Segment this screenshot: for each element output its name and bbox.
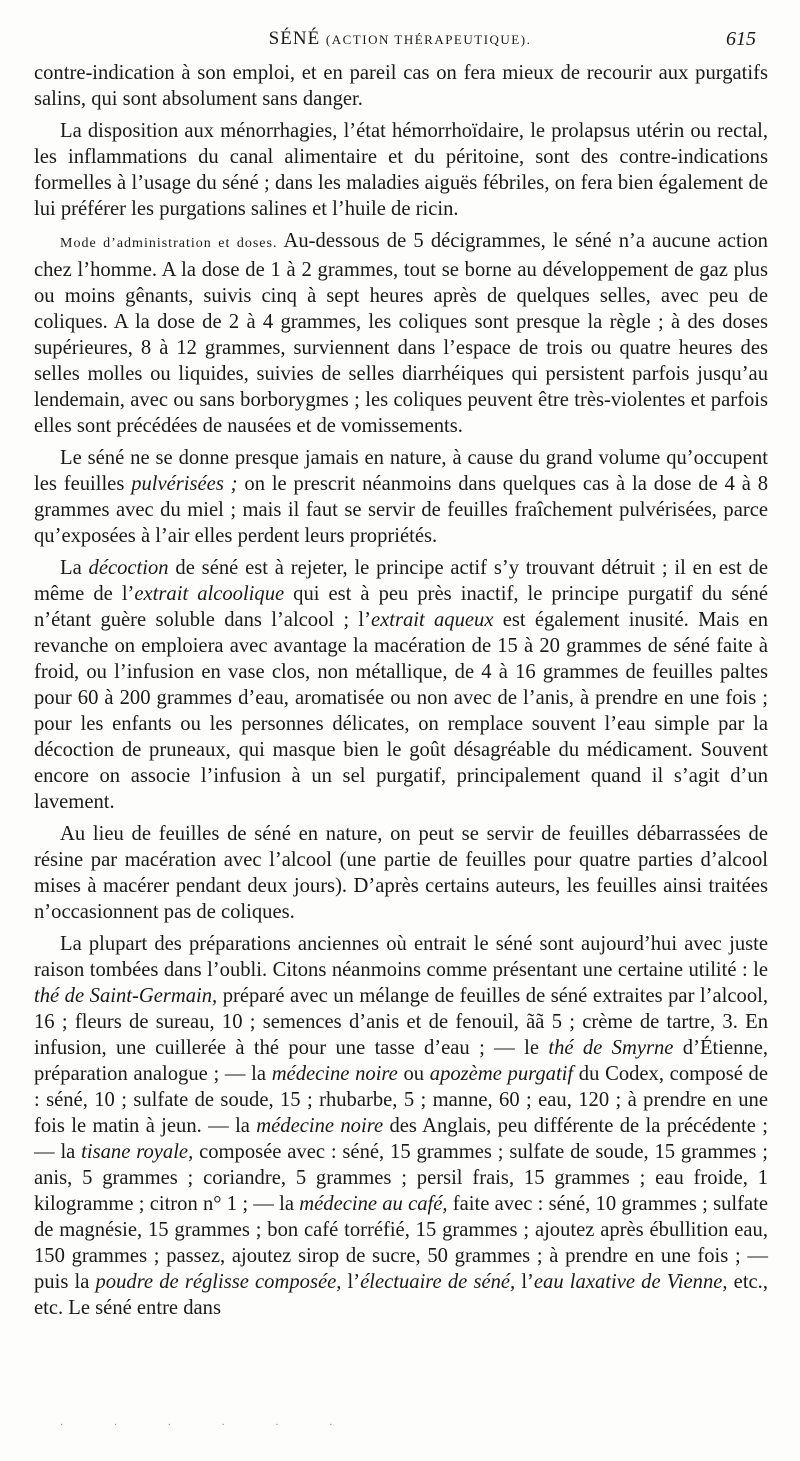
paragraph: contre-indication à son emploi, et en pareil cas on fera mieux de recourir aux purgatifs salins, qui sont absolument sans danger. [34, 62, 768, 110]
paragraph: La plupart des préparations anciennes où entrait le séné sont aujourd’hui avec juste raison tombées dans l’oubli. Citons néanmoins comme présentant une certaine utilité : le thé de Saint-Germain, préparé avec un mélange de feuilles de séné extraites par l’alcool, 16 ; fleurs de sureau, 10 ; semences d’anis et de fenouil, ãã 5 ; crème de tartre, 3. En infusion, une cuillerée à thé pour une tasse d’eau ; — le thé de Smyrne d’Étienne, préparation analogue ; — la médecine noire ou apozème purgatif du Codex, composé de : séné, 10 ; sulfate de soude, 15 ; rhubarbe, 5 ; manne, 60 ; eau, 120 ; à prendre en une fois le matin à jeun. — la médecine noire des Anglais, peu différente de la précédente ; — la tisane royale, composée avec : séné, 15 grammes ; sulfate de soude, 15 grammes ; anis, 5 grammes ; coriandre, 5 grammes ; persil frais, 15 grammes ; eau froide, 1 kilogramme ; citron n° 1 ; — la médecine au café, faite avec : séné, 10 grammes ; sulfate de magnésie, 15 grammes ; bon café torréfié, 15 grammes ; ajoutez après ébullition eau, 150 grammes ; passez, ajoutez sirop de sucre, 50 grammes ; à prendre en une fois ; — puis la poudre de réglisse composée, l’électuaire de séné, l’eau laxative de Vienne, etc., etc. Le séné entre dans [34, 933, 769, 1319]
page-number: 615 [726, 28, 756, 50]
running-title-sub: (ACTION THÉRAPEUTIQUE). [325, 32, 532, 47]
print-specks: · · · · · · [60, 1420, 357, 1431]
paragraph: Mode d’administration et doses. Au-dessous de 5 décigrammes, le séné n’a aucune action chez l’homme. A la dose de 1 à 2 grammes, tout se borne au développement de gaz plus ou moins gênants, suivis cinq à sept heures après de quelques selles, avec peu de coliques. A la dose de 2 à 4 grammes, les coliques sont presque la règle ; à des doses supérieures, 8 à 12 grammes, surviennent dans l’espace de trois ou quatre heures des selles molles ou liquides, suivies de selles diarrhéiques qui persistent parfois jusqu’au lendemain, avec ou sans borborygmes ; les coliques peuvent être très-violentes et parfois elles sont précédées de nausées et de vomissements. [34, 230, 768, 437]
section-lead: Mode d’administration et doses. [60, 236, 278, 251]
paragraph: La décoction de séné est à rejeter, le principe actif s’y trouvant détruit ; il en est de même de l’extrait alcoolique qui est à peu près inactif, le principe purgatif du séné n’étant guère soluble dans l’alcool ; l’extrait aqueux est également inusité. Mais en revanche on emploiera avec avantage la macération de 15 à 20 grammes de séné faite à froid, ou l’infusion en vase clos, non métallique, de 4 à 16 grammes de feuilles paltes pour 60 à 200 grammes d’eau, aromatisée ou non avec de l’anis, à prendre en une fois ; pour les enfants ou les personnes délicates, on remplace souvent l’eau simple par la décoction de pruneaux, qui masque bien le goût désagréable du médicament. Souvent encore on associe l’infusion à un sel purgatif, principalement quand il s’agit d’un lavement. [34, 557, 768, 813]
running-title [30, 28, 770, 50]
running-header [30, 28, 770, 58]
paragraph: Au lieu de feuilles de séné en nature, on peut se servir de feuilles débarrassées de résine par macération avec l’alcool (une partie de feuilles pour quatre parties d’alcool mises à macérer pendant deux jours). D’après certains auteurs, les feuilles ainsi traitées n’occasionnent pas de coliques. [34, 823, 768, 923]
running-title-main: SÉNÉ [268, 28, 321, 49]
body-text [34, 60, 768, 1327]
paragraph: La disposition aux ménorrhagies, l’état hémorrhoïdaire, le prolapsus utérin ou rectal, les inflammations du canal alimentaire et du péritoine, sont des contre-indications formelles à l’usage du séné ; dans les maladies aiguës fébriles, on fera bien également de lui préférer les purgations salines et l’huile de ricin. [34, 120, 768, 220]
paragraph: Le séné ne se donne presque jamais en nature, à cause du grand volume qu’occupent les feuilles pulvérisées ; on le prescrit néanmoins dans quelques cas à la dose de 4 à 8 grammes avec du miel ; mais il faut se servir de feuilles fraîchement pulvérisées, parce qu’exposées à l’air elles perdent leurs propriétés. [34, 447, 768, 547]
